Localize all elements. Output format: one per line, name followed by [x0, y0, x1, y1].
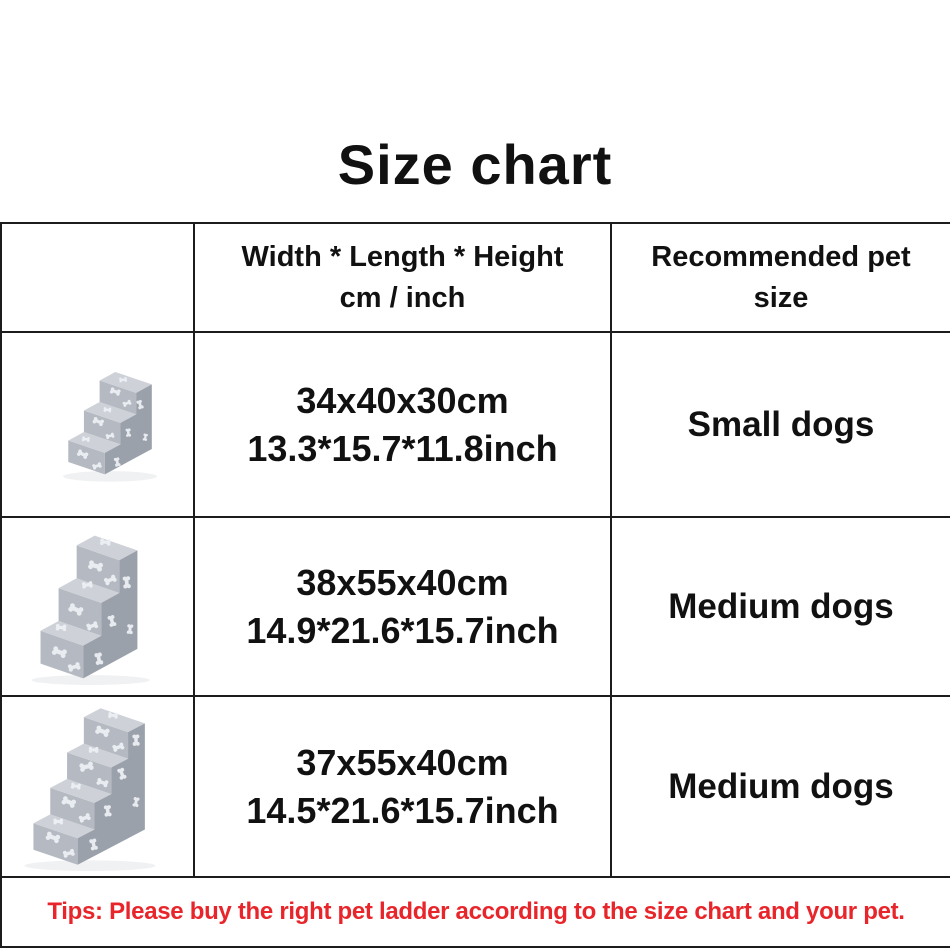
header-dimensions-line1: Width * Length * Height — [241, 241, 564, 274]
size-table — [0, 222, 950, 948]
dimensions-cm: 38x55x40cm — [296, 561, 509, 603]
header-pet-size-line1: Recommended pet — [651, 241, 911, 274]
tips-row — [1, 877, 950, 947]
header-pet-size-line2: size — [753, 281, 809, 314]
dimensions-inch: 14.5*21.6*15.7inch — [246, 789, 559, 831]
pet-stairs-4-step-image — [14, 703, 182, 871]
table-row — [1, 517, 950, 696]
pet-size-cell: Medium dogs — [611, 696, 950, 877]
dimensions-cell — [194, 696, 611, 877]
header-pet-size — [611, 223, 950, 332]
product-image-cell — [1, 517, 194, 696]
header-dimensions — [194, 223, 611, 332]
product-image-cell — [1, 332, 194, 517]
product-image-cell — [1, 696, 194, 877]
tips-text: Tips: Please buy the right pet ladder according to the size chart and your pet. — [1, 877, 950, 947]
page-title: Size chart — [337, 133, 613, 196]
dimensions-cell — [194, 517, 611, 696]
dimensions-cell — [194, 332, 611, 517]
pet-size-cell: Medium dogs — [611, 517, 950, 696]
dimensions-inch: 13.3*15.7*11.8inch — [247, 427, 558, 469]
pet-size-cell: Small dogs — [611, 332, 950, 517]
dimensions-inch: 14.9*21.6*15.7inch — [246, 609, 559, 651]
header-image-column — [1, 223, 194, 332]
table-row — [1, 696, 950, 877]
table-row — [1, 332, 950, 517]
header-dimensions-line2: cm / inch — [339, 281, 466, 314]
table-header-row — [1, 223, 950, 332]
pet-stairs-3-step-image — [50, 364, 174, 485]
pet-stairs-3-step-tall-image — [20, 529, 176, 685]
dimensions-cm: 37x55x40cm — [296, 741, 509, 783]
dimensions-cm: 34x40x30cm — [296, 379, 509, 421]
